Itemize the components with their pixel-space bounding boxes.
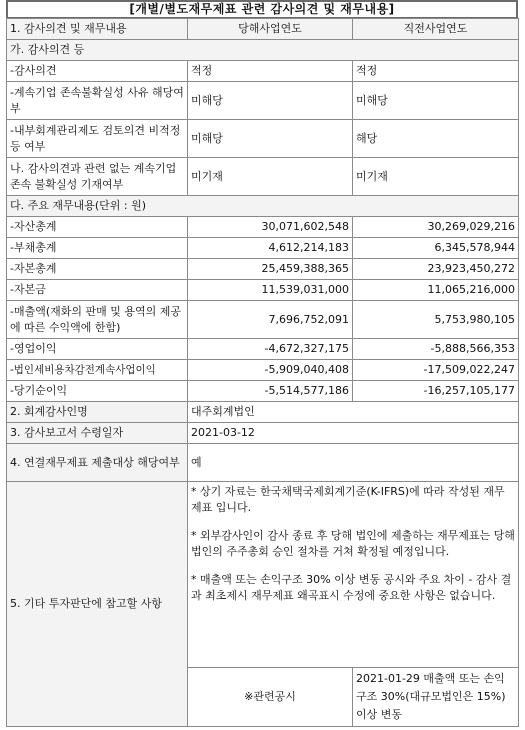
report-date-label: 3. 감사보고서 수령일자 xyxy=(7,423,188,444)
note-1: * 상기 자료는 한국채택국제회계기준(K-IFRS)에 따라 작성된 재무제표 입니다. xyxy=(191,485,505,514)
page-title: [개별/별도재무제표 관련 감사의견 및 재무내용] xyxy=(6,0,518,18)
row-label: -감사의견 xyxy=(7,61,188,82)
report-date-value: 2021-03-12 xyxy=(188,423,519,444)
table-row xyxy=(7,158,519,196)
header-prior-year: 직전사업연도 xyxy=(353,19,519,40)
row-prior: -17,509,022,247 xyxy=(353,360,519,381)
row-current: 적정 xyxy=(188,61,353,82)
row-prior: -16,257,105,177 xyxy=(353,381,519,402)
other-label: 5. 기타 투자판단에 참고할 사항 xyxy=(7,482,188,727)
header-section-label: 1. 감사의견 및 재무내용 xyxy=(7,19,188,40)
table-row xyxy=(7,217,519,238)
other-notes-row xyxy=(7,482,519,668)
table-row xyxy=(7,381,519,402)
row-label: 나. 감사의견과 관련 없는 계속기업 존속 불확실성 기재여부 xyxy=(7,158,188,196)
header-current-year: 당해사업연도 xyxy=(188,19,353,40)
row-prior: 11,065,216,000 xyxy=(353,280,519,301)
auditor-value: 대주회계법인 xyxy=(188,402,519,423)
row-current: 7,696,752,091 xyxy=(188,301,353,339)
auditor-label: 2. 회계감사인명 xyxy=(7,402,188,423)
table-row xyxy=(7,238,519,259)
row-label: -자본금 xyxy=(7,280,188,301)
report-date-row xyxy=(7,423,519,444)
row-current: 30,071,602,548 xyxy=(188,217,353,238)
section-a-label: 가. 감사의견 등 xyxy=(7,40,519,61)
row-prior: 해당 xyxy=(353,120,519,158)
auditor-row xyxy=(7,402,519,423)
consolidated-row xyxy=(7,444,519,482)
section-a-row xyxy=(7,40,519,61)
row-prior: 6,345,578,944 xyxy=(353,238,519,259)
row-label: -자본총계 xyxy=(7,259,188,280)
table-row xyxy=(7,82,519,120)
table-header-row xyxy=(7,19,519,40)
row-label: -자산총계 xyxy=(7,217,188,238)
table-row xyxy=(7,259,519,280)
other-notes xyxy=(188,482,519,668)
row-label: -부채총계 xyxy=(7,238,188,259)
consolidated-label: 4. 연결재무제표 제출대상 해당여부 xyxy=(7,444,188,482)
row-current: 미해당 xyxy=(188,120,353,158)
row-current: -5,909,040,408 xyxy=(188,360,353,381)
row-current: 4,612,214,183 xyxy=(188,238,353,259)
note-3: * 매출액 또는 손익구조 30% 이상 변동 공시와 주요 차이 - 감사 결과 최초제시 재무제표 왜곡표시 수정에 중요한 사항은 없습니다. xyxy=(191,573,512,602)
audit-financial-table xyxy=(6,18,519,727)
table-row xyxy=(7,301,519,339)
row-current: 미해당 xyxy=(188,82,353,120)
row-prior: 5,753,980,105 xyxy=(353,301,519,339)
row-prior: 23,923,450,272 xyxy=(353,259,519,280)
table-row xyxy=(7,339,519,360)
consolidated-value: 예 xyxy=(188,444,519,482)
row-prior: 미해당 xyxy=(353,82,519,120)
row-current: -5,514,577,186 xyxy=(188,381,353,402)
row-label: -영업이익 xyxy=(7,339,188,360)
row-prior: 미기재 xyxy=(353,158,519,196)
row-prior: -5,888,566,353 xyxy=(353,339,519,360)
table-row xyxy=(7,120,519,158)
section-b-label: 다. 주요 재무내용(단위 : 원) xyxy=(7,196,519,217)
table-row xyxy=(7,280,519,301)
row-prior: 적정 xyxy=(353,61,519,82)
row-label: -매출액(재화의 판매 및 용역의 제공에 따른 수익액에 한함) xyxy=(7,301,188,339)
table-row xyxy=(7,360,519,381)
row-label: -계속기업 존속불확실성 사유 해당여부 xyxy=(7,82,188,120)
row-current: 미기재 xyxy=(188,158,353,196)
row-current: 25,459,388,365 xyxy=(188,259,353,280)
related-value: 2021-01-29 매출액 또는 손익구조 30%(대규모법인은 15%) 이상 변동 xyxy=(353,668,519,727)
row-current: -4,672,327,175 xyxy=(188,339,353,360)
related-label: ※관련공시 xyxy=(188,668,353,727)
row-current: 11,539,031,000 xyxy=(188,280,353,301)
row-label: -당기순이익 xyxy=(7,381,188,402)
row-prior: 30,269,029,216 xyxy=(353,217,519,238)
table-row xyxy=(7,61,519,82)
row-label: -법인세비용차감전계속사업이익 xyxy=(7,360,188,381)
note-2: * 외부감사인이 감사 종료 후 당해 법인에 제출하는 재무제표는 당해 법인의 주주총회 승인 절차를 거쳐 확정될 예정입니다. xyxy=(191,529,515,558)
row-label: -내부회계관리제도 검토의견 비적정 등 여부 xyxy=(7,120,188,158)
section-b-row xyxy=(7,196,519,217)
